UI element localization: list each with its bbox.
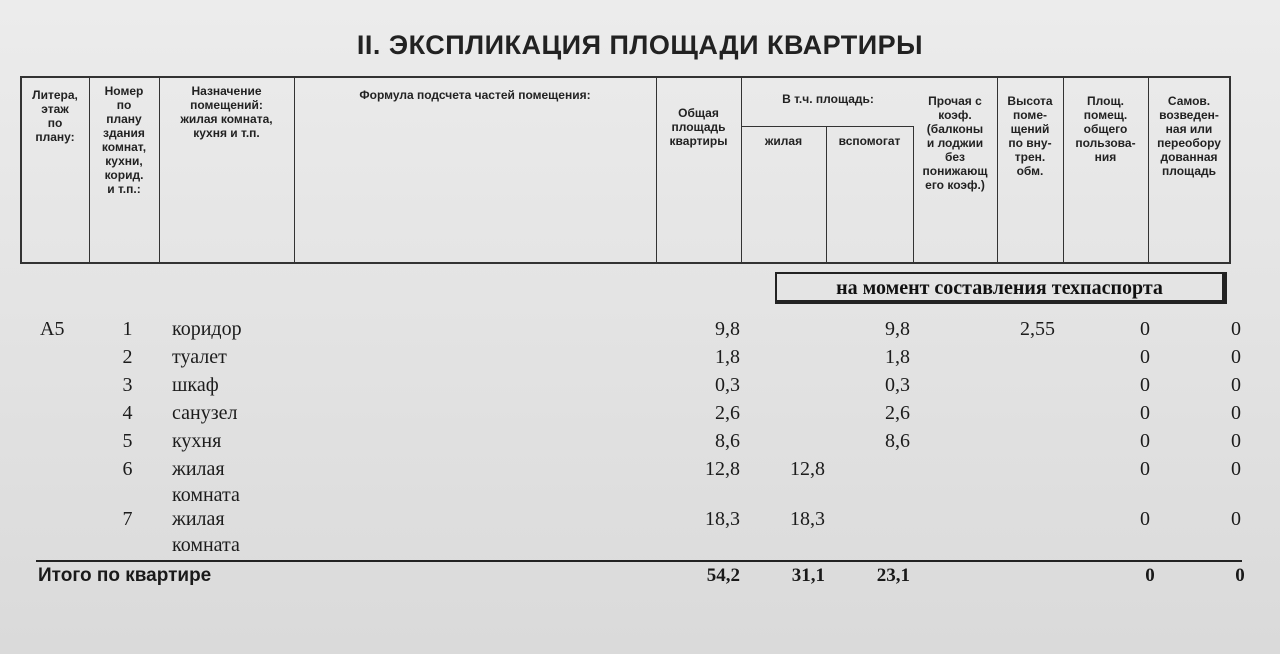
- totals-aux-area: 23,1: [876, 565, 910, 586]
- cell-self: 0: [1231, 346, 1241, 368]
- header-nomer: Номер по плану здания комнат, кухни, корид. и т.п.:: [101, 84, 147, 196]
- cell-aux: 0,3: [885, 374, 910, 396]
- cell-num: 5: [122, 430, 133, 452]
- cell-aux: 9,8: [885, 318, 910, 340]
- cell-common: 0: [1140, 318, 1150, 340]
- cell-common: 0: [1140, 346, 1150, 368]
- cell-aux: 8,6: [885, 430, 910, 452]
- totals-divider: [36, 560, 1242, 562]
- cell-self: 0: [1231, 508, 1241, 530]
- cell-common: 0: [1140, 508, 1150, 530]
- cell-total: 0,3: [715, 374, 740, 396]
- cell-self: 0: [1231, 374, 1241, 396]
- cell-total: 8,6: [715, 430, 740, 452]
- header-formula: Формула подсчета частей помещения:: [359, 88, 591, 102]
- cell-total: 12,8: [705, 458, 740, 480]
- cell-total: 2,6: [715, 402, 740, 424]
- cell-total: 18,3: [705, 508, 740, 530]
- cell-self: 0: [1231, 402, 1241, 424]
- cell-self: 0: [1231, 458, 1241, 480]
- cell-name: коридор: [172, 318, 242, 340]
- cell-num: 7: [122, 508, 133, 530]
- cell-living: 12,8: [790, 458, 825, 480]
- cell-name: кухня: [172, 430, 222, 452]
- header-vspomogat: вспомогат: [838, 134, 901, 148]
- totals-common-area: 0: [1145, 565, 1155, 586]
- cell-num: 2: [122, 346, 133, 368]
- cell-name: жилая: [172, 508, 225, 530]
- cell-name: туалет: [172, 346, 227, 368]
- cell-aux: 1,8: [885, 346, 910, 368]
- totals-label: Итого по квартире: [38, 565, 212, 586]
- cell-living: 18,3: [790, 508, 825, 530]
- header-vtch: В т.ч. площадь:: [782, 92, 874, 106]
- document-title: II. ЭКСПЛИКАЦИЯ ПЛОЩАДИ КВАРТИРЫ: [356, 30, 924, 60]
- totals-living-area: 31,1: [791, 565, 825, 586]
- cell-num: 4: [122, 402, 133, 424]
- cell-total: 9,8: [715, 318, 740, 340]
- header-plosh-obsh: Площ. помещ. общего пользова- ния: [1075, 94, 1136, 164]
- header-zhilaya: жилая: [764, 134, 803, 148]
- totals-total-area: 54,2: [706, 565, 740, 586]
- cell-name: шкаф: [172, 374, 219, 396]
- cell-aux: 2,6: [885, 402, 910, 424]
- header-obshaya: Общая площадь квартиры: [669, 106, 728, 148]
- cell-total: 1,8: [715, 346, 740, 368]
- cell-name: санузел: [172, 402, 238, 424]
- header-litera: Литера, этаж по плану:: [32, 88, 78, 144]
- cell-common: 0: [1140, 374, 1150, 396]
- cell-name: жилая: [172, 458, 225, 480]
- header-naznachenie: Назначение помещений: жилая комната, кухня и т.п.: [180, 84, 273, 140]
- header-samov: Самов. возведен- ная или переобору дованная площадь: [1157, 94, 1221, 178]
- cell-num: 3: [122, 374, 133, 396]
- cell-self: 0: [1231, 318, 1241, 340]
- cell-litera: А5: [40, 318, 65, 340]
- totals-self-area: 0: [1235, 565, 1245, 586]
- header-vysota: Высота поме- щений по вну- трен. обм.: [1007, 94, 1053, 178]
- cell-common: 0: [1140, 430, 1150, 452]
- cell-name-line2: комната: [172, 484, 240, 506]
- status-stamp: на момент составления техпаспорта: [775, 272, 1227, 304]
- cell-name-line2: комната: [172, 534, 240, 556]
- header-prochaya: Прочая с коэф. (балконы и лоджии без понижающ его коэф.): [922, 94, 988, 192]
- cell-common: 0: [1140, 458, 1150, 480]
- cell-height: 2,55: [1020, 318, 1055, 340]
- cell-num: 6: [122, 458, 133, 480]
- cell-num: 1: [122, 318, 133, 340]
- cell-self: 0: [1231, 430, 1241, 452]
- cell-common: 0: [1140, 402, 1150, 424]
